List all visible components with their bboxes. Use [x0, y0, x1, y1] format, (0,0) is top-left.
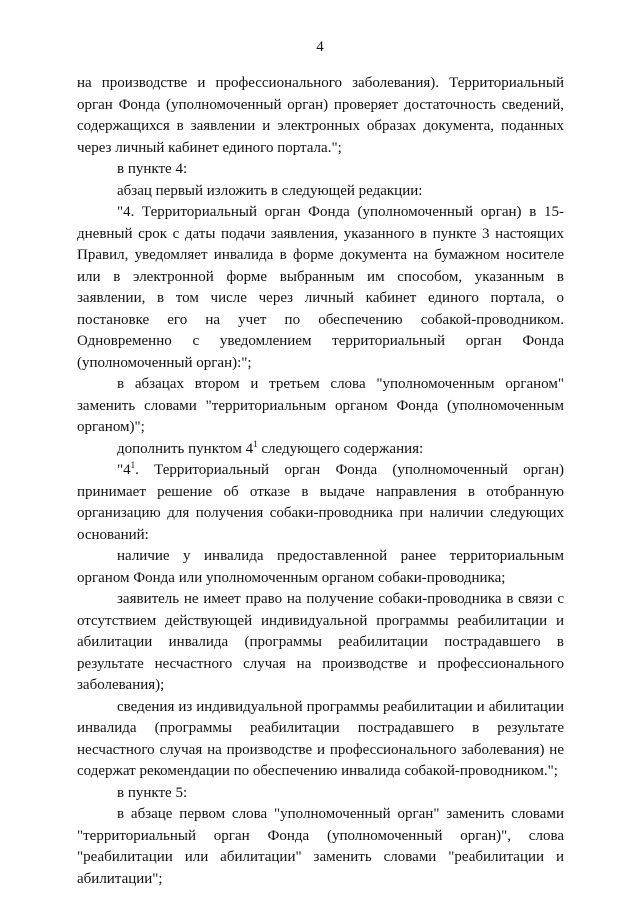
paragraph-continuation: на производстве и профессионального заболевания). Территориальный орган Фонда (уполномоченный орган) проверяет достаточность сведений, содержащихся в заявлении и электронных образах документа, поданных через личный кабинет единого портала.";: [77, 75, 564, 156]
paragraph-point-4-instruction: абзац первый изложить в следующей редакции:: [117, 182, 423, 199]
paragraph-ground-1: наличие у инвалида предоставленной ранее территориальным органом Фонда или уполномоченным органом собаки-проводника;: [77, 548, 564, 586]
paragraph-point-4-1-text: [77, 460, 564, 546]
paragraph-add-point-4-1-post: следующего содержания:: [257, 440, 424, 457]
paragraph-point-4-replace: в абзацах втором и третьем слова "уполномоченным органом" заменить словами "территориальным органом Фонда (уполномоченным органом)";: [77, 376, 564, 435]
paragraph-point-4-text: "4. Территориальный орган Фонда (уполномоченный орган) в 15-дневный срок с даты подачи заявления, указанного в пункте 3 настоящих Правил, уведомляет инвалида в форме документа на бумажном носителе или в электронной форме выбранным им способом, указанным в заявлении, в том числе через личный кабинет единого портала, о постановке его на учет по обеспечению собакой-проводником. Одновременно с уведомлением территориальный орган Фонда (уполномоченный орган):";: [77, 204, 564, 371]
document-body: [77, 73, 564, 890]
paragraph-point-5-text: в абзаце первом слова "уполномоченный орган" заменить словами "территориальный орган Фонда (уполномоченный орган)", слова "реабилитации или абилитации" заменить словами "реабилитации и абилитации";: [77, 806, 564, 887]
paragraph-point-5-heading: в пункте 5:: [117, 784, 188, 801]
paragraph-ground-2: заявитель не имеет право на получение собаки-проводника в связи с отсутствием действующей индивидуальной программы реабилитации и абилитации инвалида (программы реабилитации пострадавшего в результате несчастного случая на производстве и профессионального заболевания);: [77, 591, 564, 693]
superscript-1: 1: [253, 438, 258, 449]
paragraph-point-4-1-pre: "4: [117, 462, 131, 478]
paragraph-point-4-1-post: . Территориальный орган Фонда (уполномоченный орган) принимает решение об отказе в выдаче направления в отобранную организацию для получения собаки-проводника при наличии следующих оснований:: [77, 462, 564, 543]
page-number: 4: [316, 39, 324, 55]
paragraph-ground-3: сведения из индивидуальной программы реабилитации и абилитации инвалида (программы реабилитации пострадавшего в результате несчастного случая на производстве и профессионального заболевания) не содержат рекомендации по обеспечению инвалида собакой-проводником.";: [77, 698, 564, 779]
superscript-1: 1: [130, 460, 136, 470]
paragraph-point-4-heading: в пункте 4:: [117, 161, 188, 177]
paragraph-add-point-4-1-pre: дополнить пунктом 4: [117, 440, 254, 457]
paragraph-add-point-4-1: [77, 439, 564, 461]
